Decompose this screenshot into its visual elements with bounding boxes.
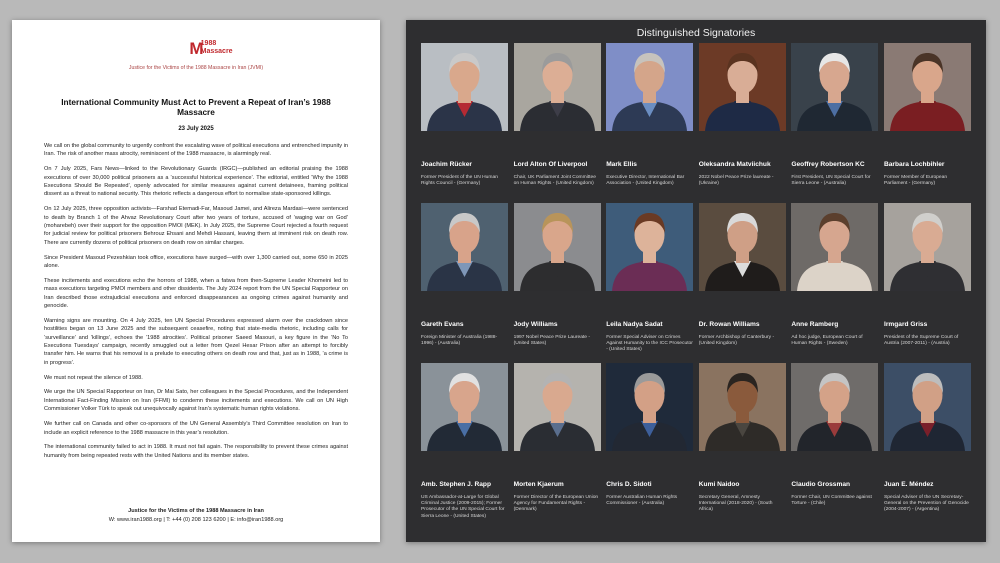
- signatory-portrait: [791, 43, 878, 131]
- press-release-page: [12, 20, 380, 542]
- body-paragraph: These incitements and executions echo the horrors of 1988, when a fatwa from then-Supreme Leader Khomeini led to mass executions targeting PMOI members and other dissidents. The July 2024 report from the UN Special Rapporteur on Iran described those extrajudicial executions and enforced disappearances as ongoing crimes against humanity and genocide.: [44, 277, 348, 310]
- signatory-role: 1997 Nobel Peace Prize Laureate - (United States): [513, 335, 590, 347]
- signatory-portrait: [514, 203, 601, 291]
- signatory-card: [699, 203, 786, 347]
- signatories-panel: [406, 20, 986, 542]
- signatory-card: [699, 363, 786, 514]
- signatory-name: Juan E. Méndez: [884, 481, 934, 488]
- signatory-name: Chris D. Sidoti: [606, 481, 652, 488]
- signatory-portrait: [791, 203, 878, 291]
- body-paragraph: On 7 July 2025, Fars News—linked to the Revolutionary Guards (IRGC)—published an editorial praising the 1988 executions of over 30,000 political prisoners as a ‘successful historical experience’. The editorial, entitled ‘Why the 1988 Executions Should Be Repeated’, openly advocated for similar measures against current detainees, framing political dissent as a threat to national security. This rhetoric reflects a dangerous effort to normalise state-sponsored killings.: [44, 166, 348, 198]
- signatory-portrait: [606, 363, 693, 451]
- signatory-role: Former Director of the European Union Agency for Fundamental Rights - (Denmark): [513, 495, 599, 513]
- signatory-role: 2022 Nobel Peace Prize laureate - (Ukraine): [698, 175, 774, 187]
- signatory-name: Amb. Stephen J. Rapp: [421, 481, 491, 488]
- signatory-card: [791, 203, 878, 347]
- signatory-role: Chair, UK Parliament Joint Committee on Human Rights - (United Kingdom): [513, 175, 596, 187]
- org-name: Justice for the Victims of the 1988 Massacre in Iran (JVMI): [128, 65, 264, 71]
- signatory-card: [884, 203, 971, 347]
- signatory-name: Barbara Lochbihler: [884, 161, 945, 168]
- signatory-portrait: [514, 363, 601, 451]
- signatory-role: Special Adviser of the UN Secretary-General on the Prevention of Genocide (2004-2007) - (Argentina): [884, 495, 969, 513]
- signatory-role: Former President of the UN Human Rights Council - (Germany): [421, 175, 498, 187]
- signatory-portrait: [884, 363, 971, 451]
- signatory-name: Dr. Rowan Williams: [698, 321, 760, 328]
- signatory-name: Leila Nadya Sadat: [606, 321, 663, 328]
- document-date: 23 July 2025: [178, 126, 214, 132]
- body-paragraph: On 12 July 2025, three opposition activists—Farshad Etemadi-Far, Masoud Jamei, and Alireza Mardasi—were sentenced to death by Branch 1 of the Ahvaz Revolutionary Court after two years of torture, accused of ‘waging war on God’ (moharebeh) over their support for the opposition PMOI (MEK). In July 2025, the Supreme Court rejected a fourth request for judicial review for political prisoners Behrouz Ehsani and Mehdi Hassani, leaving them at imminent risk on death row. There are currently dozens of political prisoners on death row on similar charges.: [44, 206, 348, 246]
- logo-mark: M 1988 Massacre: [189, 39, 233, 58]
- signatory-card: [421, 363, 508, 520]
- signatory-role: Former Chair, UN Committee against Torture - (Chile): [791, 495, 872, 507]
- signatory-name: Morten Kjaerum: [513, 481, 564, 488]
- jvmi-logo: [44, 40, 348, 64]
- signatory-portrait: [606, 43, 693, 131]
- signatory-card: [884, 363, 971, 514]
- body-paragraph: We call on the global community to urgently confront the escalating wave of political executions and entrenched impunity in Iran. The risk of another mass atrocity, reminiscent of the 1988 massacre, is alarmingly real.: [44, 143, 348, 158]
- body-paragraph: Since President Masoud Pezeshkian took office, executions have surged—with over 1,300 carried out, some 650 in 2025 alone.: [44, 254, 348, 270]
- signatory-card: [421, 203, 508, 347]
- footer-contact: W: www.iran1988.org | T: +44 (0) 208 123 6200 | E: info@iran1988.org: [108, 517, 284, 523]
- signatory-portrait: [421, 363, 508, 451]
- body-paragraph: The international community failed to act in 1988. It must not fail again. The responsibility to prevent these crimes against humanity from being repeated rests with the United Nations and its member states.: [44, 444, 348, 459]
- signatory-role: Executive Director, International Bar Association - (United Kingdom): [606, 175, 685, 187]
- signatory-name: Lord Alton Of Liverpool: [513, 161, 588, 168]
- signatory-role: Former Member of European Parliament - (Germany): [884, 175, 948, 187]
- signatory-portrait: [606, 203, 693, 291]
- signatory-portrait: [699, 363, 786, 451]
- signatory-role: US Ambassador-at-Large for Global Criminal Justice (2009-2015); Former Prosecutor of the UN Special Court for Sierra Leone - (United States): [421, 495, 505, 519]
- signatory-card: [606, 203, 693, 354]
- signatory-name: Mark Ellis: [606, 161, 637, 168]
- signatory-card: [699, 43, 786, 187]
- body-paragraph: We further call on Canada and other co-sponsors of the UN General Assembly’s Third Committee resolution on Iran to include an explicit reference to the 1988 massacre in this year’s resolution.: [44, 421, 348, 436]
- signatory-role: Former Australian Human Rights Commissioner - (Australia): [606, 495, 678, 507]
- signatory-role: Former Special Adviser on Crimes Against Humanity to the ICC Prosecutor - (United States): [606, 335, 693, 353]
- signatory-card: [514, 43, 601, 187]
- signatory-card: [514, 363, 601, 514]
- signatory-card: [606, 43, 693, 187]
- signatory-name: Joachim Rücker: [421, 161, 472, 168]
- signatory-name: Kumi Naidoo: [698, 481, 740, 488]
- signatory-name: Claudio Grossman: [791, 481, 851, 488]
- signatory-portrait: [791, 363, 878, 451]
- signatory-role: President of the Supreme Court of Austria (2007-2011) - (Austria): [884, 335, 959, 347]
- signatory-card: [791, 363, 878, 507]
- signatory-name: Irmgard Griss: [884, 321, 928, 328]
- signatory-card: [884, 43, 971, 187]
- signatory-role: Ad hoc judge, European Court of Human Rights - (Sweden): [791, 335, 863, 347]
- signatory-portrait: [421, 43, 508, 131]
- signatory-name: Jody Williams: [513, 321, 558, 328]
- signatory-role: Foreign Minister of Australia (1988-1996) - (Australia): [421, 335, 498, 347]
- footer-org: Justice for the Victims of the 1988 Massacre in Iran: [128, 508, 264, 514]
- signatory-role: Former Archbishop of Canterbury - (United Kingdom): [698, 335, 775, 347]
- signatory-name: Gareth Evans: [421, 321, 464, 328]
- signatory-card: [606, 363, 693, 507]
- signatory-portrait: [699, 203, 786, 291]
- signatory-card: [514, 203, 601, 347]
- signatory-name: Geoffrey Robertson KC: [791, 161, 865, 168]
- signatory-portrait: [514, 43, 601, 131]
- document-footer: [12, 507, 380, 525]
- signatory-portrait: [884, 43, 971, 131]
- signatory-card: [791, 43, 878, 187]
- document-body: [44, 142, 348, 460]
- body-paragraph: We must not repeat the silence of 1988.: [44, 374, 143, 381]
- signatory-name: Oleksandra Matviichuk: [698, 161, 771, 168]
- signatory-role: Secretary General, Amnesty International (2018-2020) - (South Africa): [698, 495, 773, 513]
- signatories-title: Distinguished Signatories: [636, 27, 756, 39]
- signatory-role: First President, UN Special Court for Sierra Leone - (Australia): [791, 175, 871, 187]
- body-paragraph: Warning signs are mounting. On 4 July 2025, ten UN Special Procedures expressed alarm over the crackdown since hostilities began on 13 June 2025 and the subsequent ceasefire, noting that state-media rhetoric, including calls for ‘surveillance’ and ‘killings’, echoes the ‘1988 atrocities’. Political prisoner Saeed Masouri, a key figure in the ‘No To Executions Tuesdays’ campaign, recently smuggled out a letter from Qezel Hesar Prison after an attempt to forcibly transfer him. He warns that his removal is a prelude to executing others on death row and that, just as in 1988, ‘a crime is in progress’.: [44, 317, 348, 366]
- document-title: International Community Must Act to Prevent a Repeat of Iran’s 1988 Massacre: [61, 97, 331, 117]
- signatory-portrait: [884, 203, 971, 291]
- body-paragraph: We urge the UN Special Rapporteur on Iran, Dr Mai Sato, her colleagues in the Special Procedures, and the Independent International Fact-Finding Mission on Iran (FFMI) to condemn these incitements and executions. We call on UN High Commissioner Volker Türk to speak out unequivocally against Iran’s systematic human rights violations.: [44, 389, 348, 413]
- signatory-card: [421, 43, 508, 187]
- signatory-name: Anne Ramberg: [791, 321, 839, 328]
- signatory-portrait: [421, 203, 508, 291]
- signatory-portrait: [699, 43, 786, 131]
